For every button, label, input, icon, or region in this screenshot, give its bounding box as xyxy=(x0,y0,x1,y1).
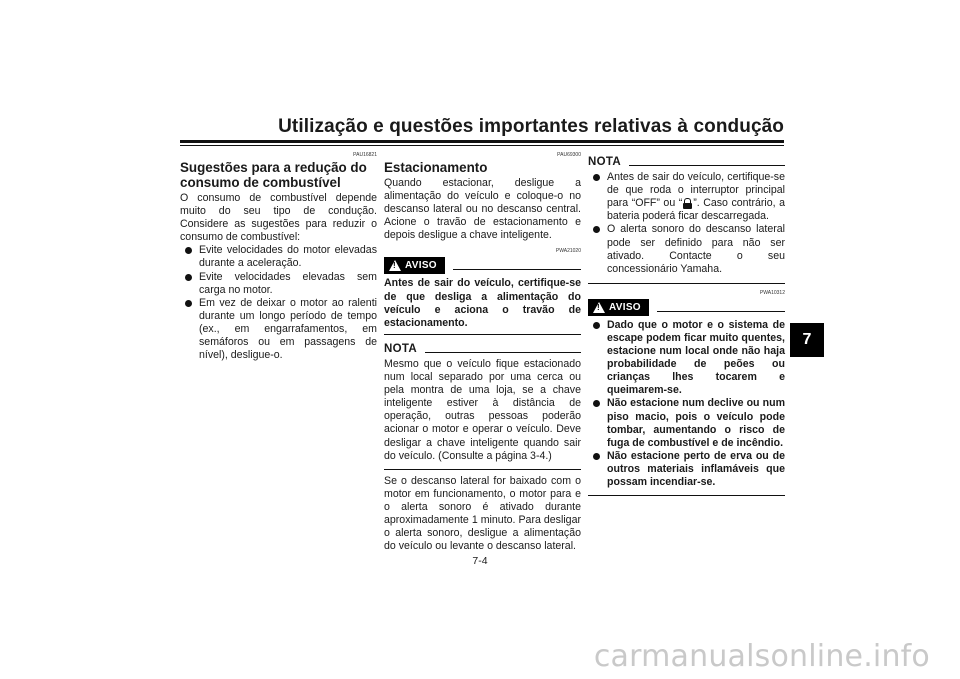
section-heading: Estacionamento xyxy=(384,160,488,175)
section-code: PAU69300 xyxy=(557,152,581,158)
list-item: Não estacione perto de erva ou de outros materiais inflamáveis que possam incendiar-se. xyxy=(588,450,785,489)
note-text-part: Antes de sair do veículo, certifique-se de que roda o interruptor principal para “OFF” ou “ xyxy=(607,171,785,210)
divider xyxy=(425,352,581,353)
divider xyxy=(629,165,785,166)
note-list xyxy=(588,171,785,276)
section-intro: O consumo de combustível depende muito do seu tipo de condução. Considere as sugestões para reduzir o consumo de combustível: xyxy=(180,192,377,244)
warning-code: PWA21020 xyxy=(555,248,581,255)
list-item: Evite velocidades elevadas sem carga no motor. xyxy=(180,271,377,297)
lock-icon xyxy=(683,198,692,208)
fuel-saving-section xyxy=(180,152,377,362)
warning-triangle-icon: ! xyxy=(593,302,605,313)
parking-section xyxy=(384,152,581,553)
note-label: NOTA xyxy=(384,342,417,355)
warning-badge xyxy=(588,299,649,316)
section-heading: Sugestões para a redução do consumo de combustível xyxy=(180,160,367,190)
note-header xyxy=(588,156,785,169)
divider xyxy=(657,311,785,312)
divider xyxy=(588,283,785,284)
note-label: NOTA xyxy=(588,156,621,168)
warning-triangle-icon: ! xyxy=(389,260,401,271)
section-code: PAU16821 xyxy=(353,152,377,158)
note-header xyxy=(384,343,581,356)
list-item: O alerta sonoro do descanso lateral pode ser definido para não ser ativado. Contacte o seu concessionário Yamaha. xyxy=(588,223,785,275)
section-intro: Quando estacionar, desligue a alimentação do veículo e coloque-o no descanso lateral ou no descanso central. Acione o travão de estacionamento e depois desligue a chave inteligente. xyxy=(384,177,581,242)
header-rule xyxy=(180,140,784,143)
divider xyxy=(588,495,785,496)
list-item: Não estacione num declive ou num piso macio, pois o veículo pode tombar, aumentando o risco de fuga de combustível e de incêndio. xyxy=(588,397,785,449)
divider xyxy=(384,469,581,470)
chapter-tab[interactable]: 7 xyxy=(790,323,824,357)
note-text: Mesmo que o veículo fique estacionado num local separado por uma cerca ou pela montra de uma loja, se a chave inteligente estiver à distância de operação, outras pessoas poderão acionar o motor e operar o veículo. Deve desligar a chave inteligente quando sair do veículo. (Consulte a página 3-4.) xyxy=(384,357,581,462)
list-item xyxy=(588,171,785,223)
parking-notes-section xyxy=(588,152,785,496)
warning-code: PWA10312 xyxy=(759,289,785,296)
fuel-tips-list xyxy=(180,244,377,362)
warning-header xyxy=(588,299,785,316)
watermark: carmanualsonline.info xyxy=(593,639,930,674)
warning-header xyxy=(384,257,581,274)
list-item: Evite velocidades do motor elevadas durante a aceleração. xyxy=(180,244,377,270)
list-item: Em vez de deixar o motor ao ralenti durante um longo período de tempo (ex., em engarrafamentos, em semáforos ou em passagens de nível), desligue-o. xyxy=(180,297,377,362)
warning-label: AVISO xyxy=(609,301,641,313)
page-number: 7-4 xyxy=(472,555,488,567)
section-closing: Se o descanso lateral for baixado com o motor em funcionamento, o motor para e o alerta sonoro é ativado durante aproximadamente 1 minuto. Para desligar o alerta sonoro, desligue a alimentação do veículo ou levante o descanso lateral. xyxy=(384,474,581,553)
warning-label: AVISO xyxy=(405,260,437,272)
page-header-title: Utilização e questões importantes relativas à condução xyxy=(278,116,784,137)
warning-list xyxy=(588,319,785,489)
divider xyxy=(453,269,581,270)
list-item: Dado que o motor e o sistema de escape podem ficar muito quentes, estacione num local onde não haja probabilidade de peões ou crianças lhes tocarem e queimarem-se. xyxy=(588,319,785,398)
divider xyxy=(384,334,581,335)
header-rule-thin xyxy=(180,145,784,146)
warning-badge xyxy=(384,257,445,274)
note-text-part: ”. Caso contrário, a bateria poderá ficar descarregada. xyxy=(607,197,785,223)
warning-text: Antes de sair do veículo, certifique-se de que desliga a alimentação do veículo e aciona o travão de estacionamento. xyxy=(384,277,581,329)
